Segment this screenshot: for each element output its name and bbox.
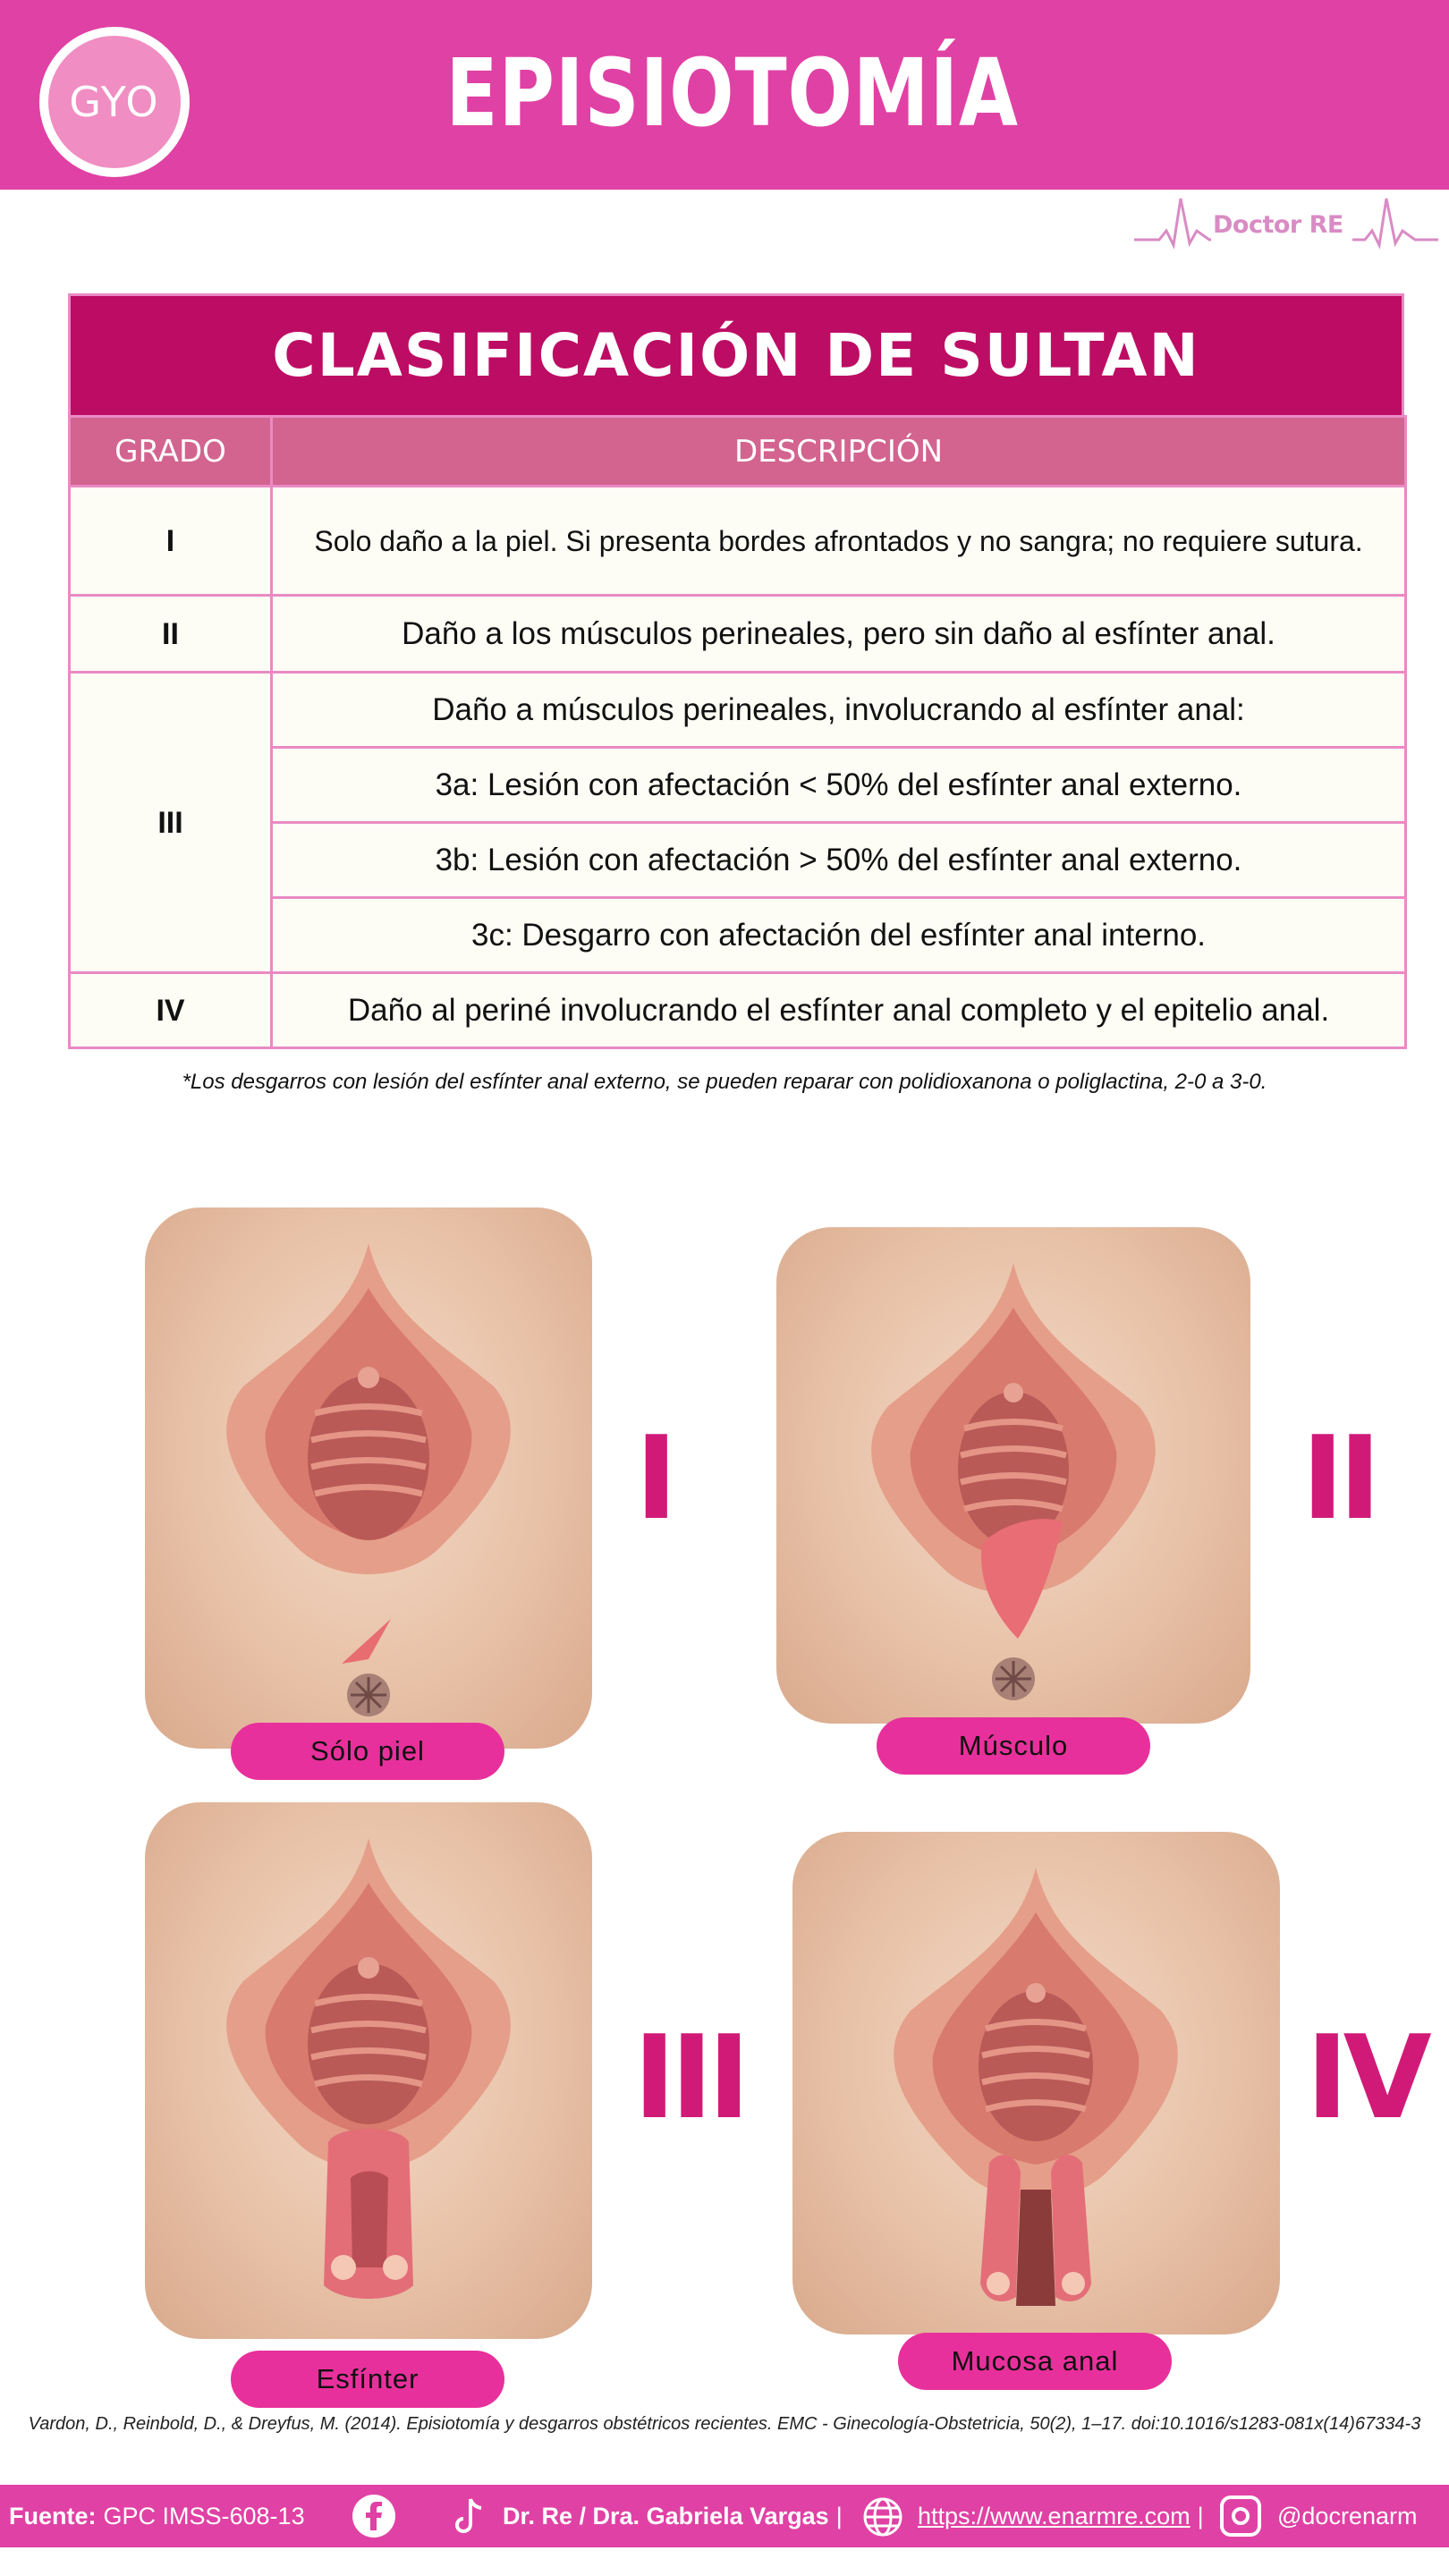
footer-bar — [0, 2485, 1449, 2547]
website-link[interactable]: https://www.enarmre.com — [918, 2502, 1191, 2529]
perineum-illustration-3 — [145, 1802, 592, 2339]
illustration-grade-4 — [792, 1832, 1280, 2334]
column-header-description: DESCRIPCIÓN — [272, 417, 1406, 487]
label-esfinter: Esfínter — [231, 2351, 504, 2408]
page-title: EPISIOTOMÍA — [445, 38, 1019, 148]
perineum-illustration-1 — [145, 1208, 592, 1749]
illustration-grade-3 — [145, 1802, 592, 2339]
table-row — [70, 673, 1406, 748]
instagram-icon[interactable] — [1220, 2496, 1261, 2537]
authors: Dr. Re / Dra. Gabriela Vargas — [503, 2502, 829, 2529]
label-solo-piel: Sólo piel — [231, 1723, 504, 1780]
source-label: Fuente: — [9, 2502, 97, 2529]
tiktok-icon[interactable] — [453, 2496, 488, 2537]
facebook-icon[interactable] — [352, 2495, 395, 2538]
description-cell: Daño a los músculos perineales, pero sin daño al esfínter anal. — [272, 596, 1406, 673]
table-row — [70, 596, 1406, 673]
footer-separator: | — [835, 2502, 843, 2529]
perineum-illustration-4 — [792, 1832, 1280, 2334]
footer-separator: | — [1197, 2502, 1204, 2529]
numeral-grade-4: IV — [1306, 2012, 1427, 2145]
description-cell: 3c: Desgarro con afectación del esfínter anal interno. — [272, 898, 1406, 973]
illustration-grade-1 — [145, 1208, 592, 1749]
gyo-logo-text: GYO — [48, 36, 181, 168]
grade-cell: IV — [70, 973, 272, 1048]
description-cell: 3b: Lesión con afectación > 50% del esfínter anal externo. — [272, 823, 1406, 898]
bibliographic-reference: Vardon, D., Reinbold, D., & Dreyfus, M. (2014). Episiotomía y desgarros obstétricos recientes. EMC - Ginecología-Obstetricia, 50(2), 1–17. doi:10.1016/s1283-081x(14)67334-3 — [28, 2414, 1421, 2434]
table-row — [70, 973, 1406, 1048]
table-title: CLASIFICACIÓN DE SULTAN — [68, 293, 1404, 415]
grade-cell: II — [70, 596, 272, 673]
description-cell: 3a: Lesión con afectación < 50% del esfínter anal externo. — [272, 748, 1406, 823]
instagram-handle[interactable]: @docrenarm — [1277, 2502, 1418, 2529]
description-cell: Daño al periné involucrando el esfínter anal completo y el epitelio anal. — [272, 973, 1406, 1048]
source-value: GPC IMSS-608-13 — [103, 2502, 305, 2529]
column-header-grade: GRADO — [70, 417, 272, 487]
table-row — [70, 487, 1406, 596]
doctor-re-brand — [1134, 191, 1438, 254]
illustration-grade-2 — [776, 1227, 1250, 1724]
description-cell: Daño a músculos perineales, involucrando al esfínter anal: — [272, 673, 1406, 748]
numeral-grade-2: II — [1301, 1412, 1377, 1546]
table-footnote: *Los desgarros con lesión del esfínter anal externo, se pueden reparar con polidioxanona o poliglactina, 2-0 a 3-0. — [182, 1070, 1267, 1094]
sultan-table — [68, 293, 1404, 1049]
header-banner — [0, 0, 1449, 190]
brand-name: Doctor RE — [1213, 211, 1343, 239]
grade-cell: III — [70, 673, 272, 973]
grade-cell: I — [70, 487, 272, 596]
numeral-grade-3: III — [633, 2012, 745, 2145]
table-header-row — [70, 417, 1406, 487]
description-cell: Solo daño a la piel. Si presenta bordes afrontados y no sangra; no requiere sutura. — [272, 487, 1406, 596]
gyo-logo — [39, 27, 190, 177]
globe-icon[interactable] — [860, 2495, 905, 2539]
label-mucosa-anal: Mucosa anal — [898, 2333, 1172, 2390]
perineum-illustration-2 — [776, 1227, 1250, 1724]
numeral-grade-1: I — [635, 1412, 673, 1546]
label-musculo: Músculo — [877, 1717, 1150, 1775]
